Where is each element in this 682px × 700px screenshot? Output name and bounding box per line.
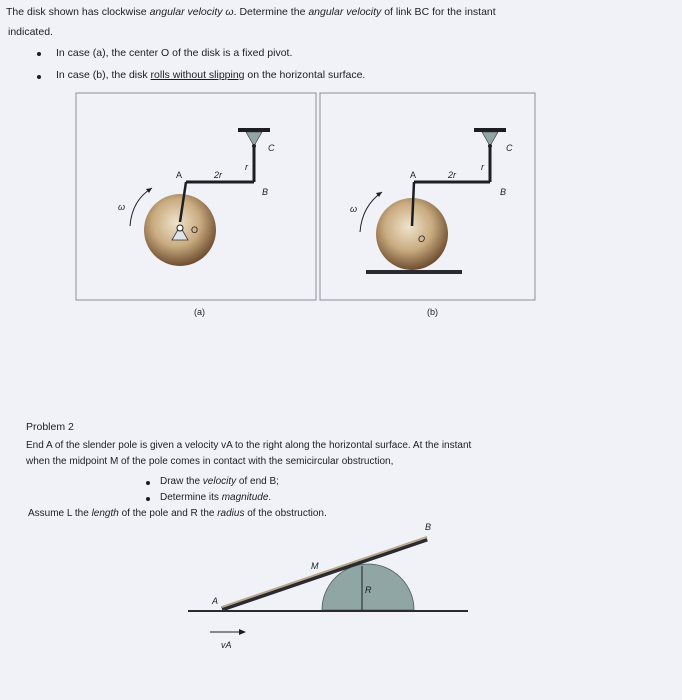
assume-c: of the pole and R the: [118, 508, 218, 519]
label-b-B: B: [500, 187, 507, 197]
label-b-omega: ω: [350, 204, 358, 214]
caption-b: (b): [427, 307, 438, 317]
label-b-A: A: [410, 170, 417, 180]
label-p2-R: R: [365, 585, 372, 595]
problem2-title: Problem 2: [26, 421, 74, 433]
p2-bullet2-c: .: [268, 492, 272, 503]
omega-arrowhead: [146, 188, 152, 193]
problem1-intro-line2: indicated.: [8, 26, 53, 38]
label-a-C: C: [268, 143, 275, 153]
label-p2-vA: vA: [221, 640, 232, 650]
ground-surface: [366, 270, 462, 274]
label-b-O: O: [418, 234, 426, 244]
problem2-bullet2: [160, 491, 271, 504]
figure-a-frame: [76, 93, 316, 300]
pin-support-c: [482, 132, 498, 146]
label-p2-A: A: [212, 596, 219, 606]
assume-b: length: [91, 508, 119, 519]
label-a-2r: 2r: [214, 170, 223, 180]
intro-text-b: angular velocity ω: [149, 6, 234, 18]
label-a-A: A: [176, 170, 183, 180]
problem2-bullet1: [160, 475, 279, 488]
p2-bullet1-a: Draw the: [160, 476, 203, 487]
intro-text-d: angular velocity: [308, 6, 382, 18]
problem2-line1: End A of the slender pole is given a velocity vA to the right along the horizontal surface. At the instant: [26, 440, 472, 451]
assume-d: radius: [217, 508, 245, 519]
label-p2-B: B: [425, 522, 432, 532]
label-b-C: C: [506, 143, 513, 153]
problem2-assume: [28, 507, 327, 520]
label-p2-M: M: [311, 561, 319, 571]
label-b-r: r: [481, 162, 484, 172]
problem1-bullet1: In case (a), the center O of the disk is a fixed pivot.: [56, 47, 293, 59]
bullet-dot: [146, 481, 150, 485]
velocity-arrowhead: [239, 629, 246, 635]
intro-text-c: . Determine the: [233, 6, 309, 18]
pivot-o: [177, 225, 183, 231]
p2-bullet1-c: of end B;: [236, 476, 279, 487]
assume-a: Assume L the: [28, 508, 92, 519]
bullet-dot: [146, 497, 150, 501]
bullet2-text-b: rolls without slipping: [150, 69, 245, 81]
label-a-r: r: [245, 162, 248, 172]
problem2-figure: [188, 537, 468, 635]
label-a-B: B: [262, 187, 269, 197]
bullet2-text-a: In case (b), the disk: [56, 69, 151, 81]
label-b-2r: 2r: [448, 170, 457, 180]
problem2-line2: when the midpoint M of the pole comes in contact with the semicircular obstruction,: [26, 456, 394, 467]
ceiling-support: [474, 128, 506, 132]
ceiling-support: [238, 128, 270, 132]
p2-bullet2-b: magnitude: [221, 492, 269, 503]
figure-a: [130, 128, 270, 266]
p2-bullet1-b: velocity: [202, 476, 237, 487]
intro-text-e: of link BC for the instant: [381, 6, 496, 18]
p2-bullet2-a: Determine its: [160, 492, 222, 503]
label-a-O: O: [191, 225, 199, 235]
intro-text-a: The disk shown has clockwise: [6, 6, 150, 18]
assume-e: of the obstruction.: [244, 508, 327, 519]
bullet2-text-c: on the horizontal surface.: [244, 69, 366, 81]
label-a-omega: ω: [118, 202, 126, 212]
caption-a: (a): [194, 307, 205, 317]
pin-support-c: [246, 132, 262, 146]
figure-b: [360, 128, 506, 274]
